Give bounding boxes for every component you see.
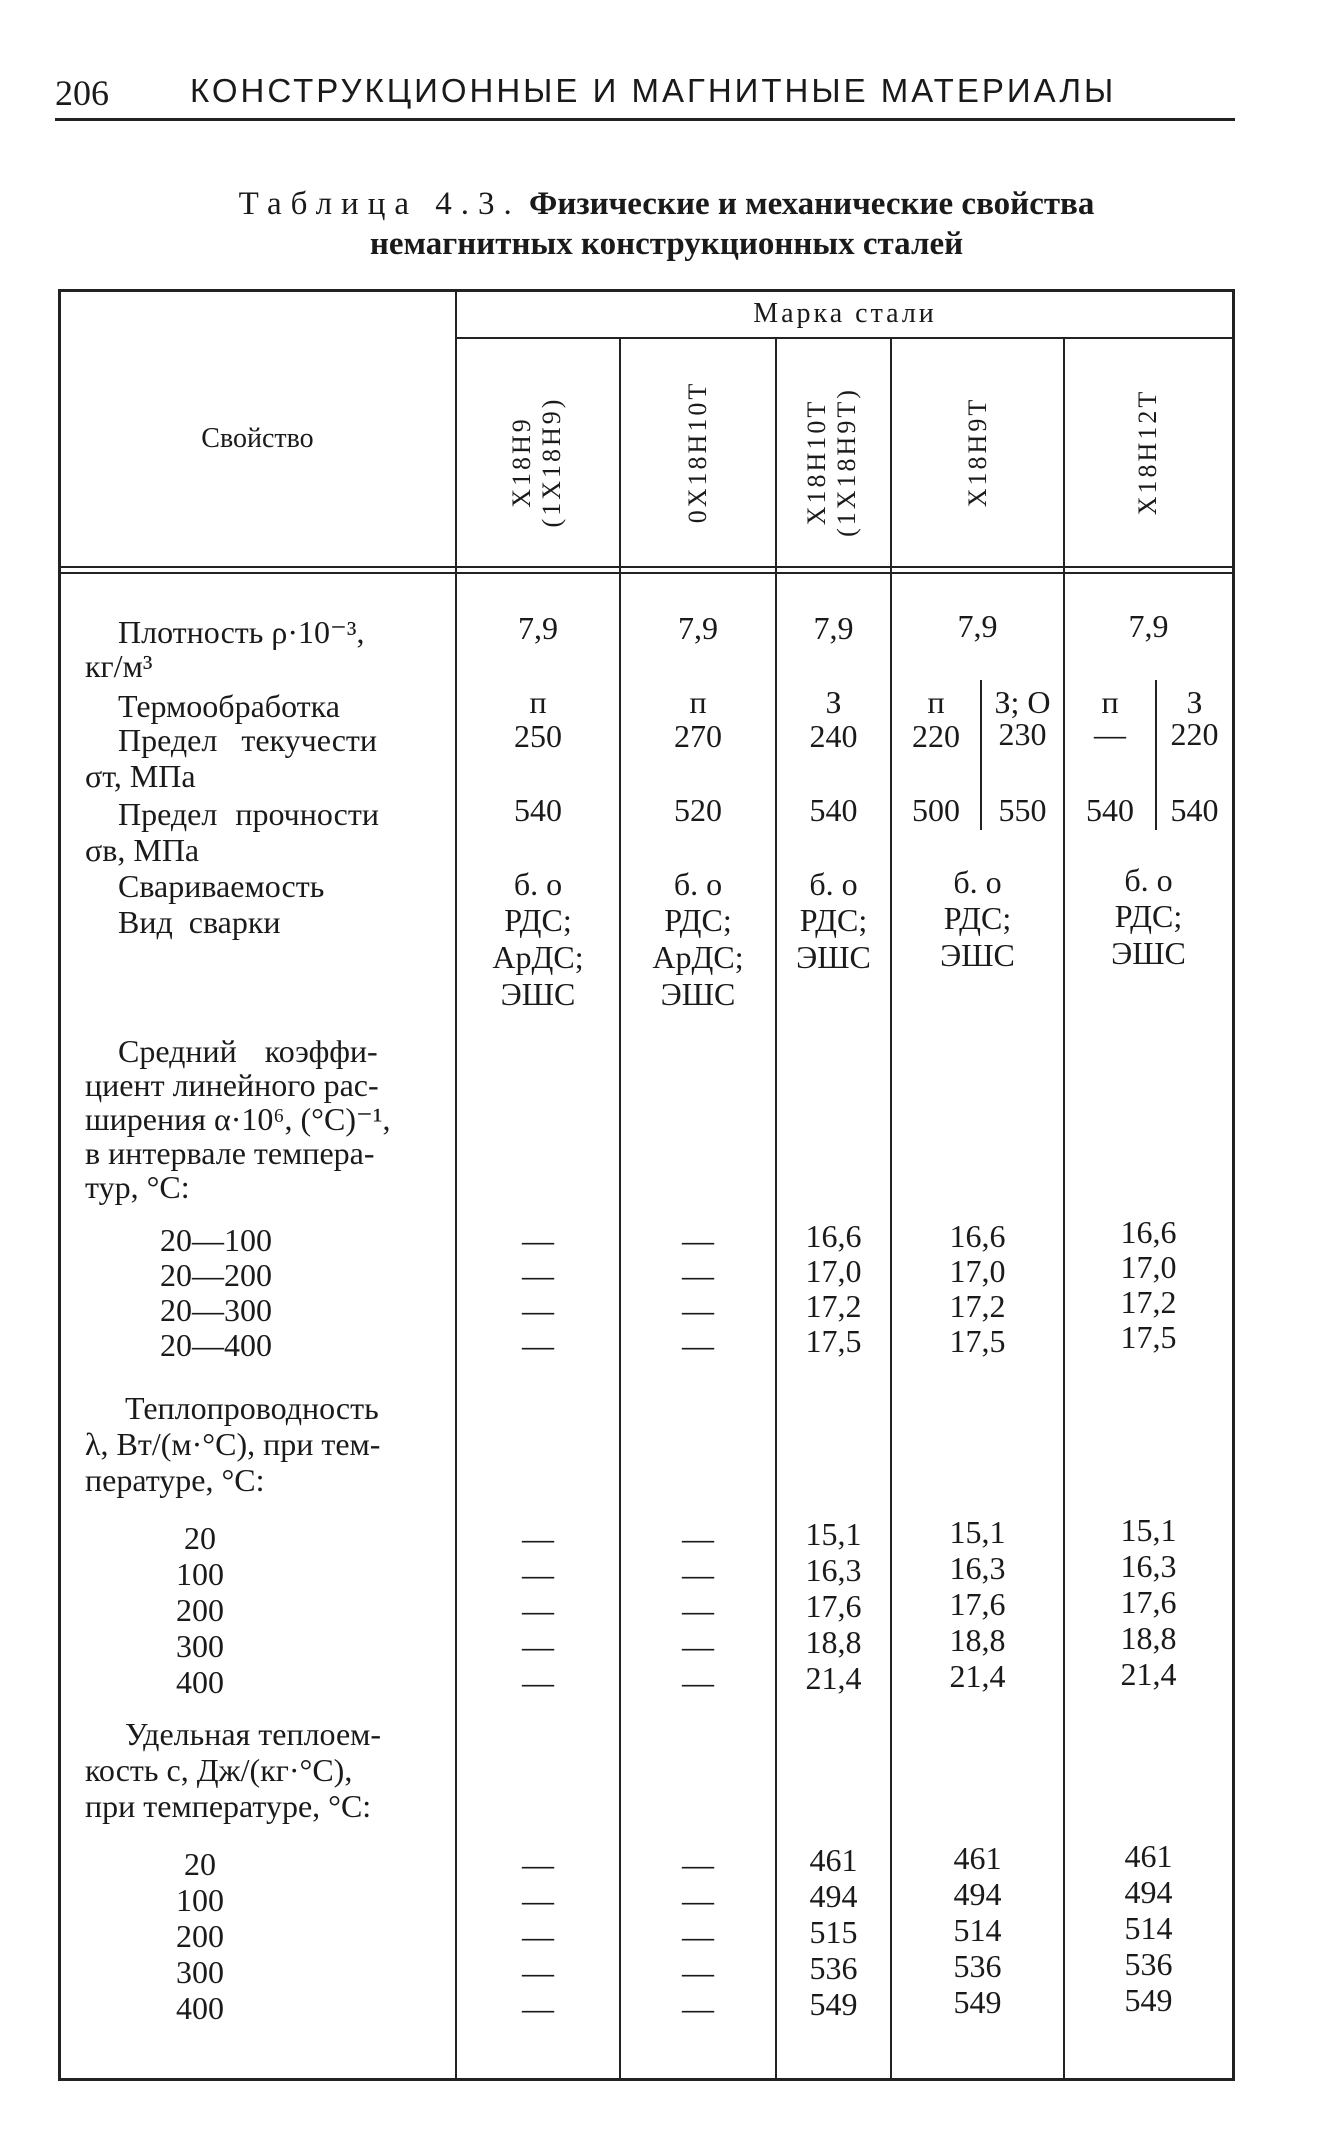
col-rule-4 [890, 338, 892, 2079]
col-rule-1 [455, 289, 457, 2079]
weld-type-line: РДС; [943, 900, 1012, 936]
conductivity-value: — [682, 1520, 714, 1556]
expansion-value: 17,2 [805, 1288, 862, 1324]
weldability-value: б. о [1124, 862, 1173, 898]
expansion-value: 17,0 [1120, 1249, 1177, 1285]
conductivity-value: — [522, 1592, 554, 1628]
section-label-expansion: Средний коэффи- [118, 1033, 378, 1069]
expansion-value: — [522, 1292, 554, 1328]
row-label-tensile-1: Предел прочности [118, 796, 379, 832]
conductivity-temp: 100 [176, 1556, 224, 1592]
expansion-value: 17,2 [1120, 1284, 1177, 1320]
row-label-heat-treatment: Термообработка [118, 688, 340, 724]
expansion-value: 16,6 [805, 1218, 862, 1254]
conductivity-value: 16,3 [1120, 1548, 1177, 1584]
conductivity-value: — [522, 1556, 554, 1592]
section-label-heat-capacity: Удельная теплоем- [125, 1716, 382, 1752]
col-rule-3 [775, 338, 777, 2079]
row-label-weldability: Свариваемость [118, 868, 325, 904]
expansion-value: — [682, 1292, 714, 1328]
weld-type-line: РДС; [799, 902, 868, 938]
density-value: 7,9 [957, 608, 998, 644]
section-label-heat-capacity: кость c, Дж/(кг·°С), [85, 1752, 353, 1788]
expansion-value: 16,6 [1120, 1214, 1177, 1250]
grade-header: Х18Н9 (1Х18Н9) [507, 396, 566, 528]
heat-capacity-value: — [682, 1954, 714, 1990]
conductivity-temp: 200 [176, 1592, 224, 1628]
expansion-value: 17,5 [805, 1323, 862, 1359]
weldability-value: б. о [809, 866, 858, 902]
conductivity-value: 15,1 [1120, 1512, 1177, 1548]
conductivity-temp: 400 [176, 1664, 224, 1700]
yield-value: 240 [809, 718, 858, 754]
conductivity-value: — [522, 1664, 554, 1700]
density-value: 7,9 [678, 610, 718, 646]
table-top-rule [58, 289, 1235, 292]
page-number: 206 [55, 73, 109, 113]
conductivity-temp: 20 [184, 1520, 216, 1556]
tensile-value: 500 [912, 792, 960, 828]
table-caption [0, 186, 1333, 223]
heat-treatment-value: п [689, 684, 707, 720]
group-header-rule [455, 337, 1235, 339]
section-label-conductivity: Теплопроводность [125, 1390, 379, 1426]
heat-capacity-value: 536 [1124, 1946, 1173, 1982]
conductivity-value: 17,6 [1120, 1584, 1177, 1620]
grade-header: 0Х18Н10Т [683, 380, 712, 524]
header-rule [55, 118, 1235, 121]
section-label-conductivity: пературе, °С: [85, 1462, 265, 1498]
heat-capacity-temp: 20 [184, 1846, 216, 1882]
heat-capacity-value: 494 [953, 1876, 1002, 1912]
grade-header: Х18Н9Т [963, 396, 992, 508]
table-left-rule [58, 289, 61, 2081]
conductivity-value: — [682, 1556, 714, 1592]
heat-capacity-value: — [522, 1846, 554, 1882]
weld-type-line: ЭШС [796, 939, 871, 975]
expansion-range: 20—100 [160, 1222, 272, 1258]
conductivity-value: — [522, 1520, 554, 1556]
section-label-expansion: циент линейного рас- [85, 1067, 379, 1103]
heat-capacity-value: 549 [953, 1984, 1002, 2020]
row-label-tensile-2: σв, МПа [85, 832, 200, 868]
expansion-value: — [682, 1257, 714, 1293]
conductivity-value: 21,4 [1120, 1656, 1177, 1692]
col-rule-5 [1063, 338, 1065, 2079]
conductivity-temp: 300 [176, 1628, 224, 1664]
caption-text-line2: немагнитных конструкционных сталей [369, 226, 964, 262]
expansion-range: 20—400 [160, 1327, 272, 1363]
heat-treatment-value: п [1101, 684, 1119, 720]
heat-treatment-value: З; О [994, 684, 1051, 720]
row-label-density-2: кг/м³ [85, 648, 153, 684]
heat-capacity-value: — [682, 1990, 714, 2026]
conductivity-value: 18,8 [949, 1622, 1006, 1658]
header-double-rule-2 [58, 572, 1235, 574]
section-label-conductivity: λ, Вт/(м·°С), при тем- [85, 1426, 381, 1462]
conductivity-value: 21,4 [805, 1660, 862, 1696]
expansion-value: — [522, 1327, 554, 1363]
conductivity-value: 15,1 [805, 1516, 862, 1552]
yield-value: 270 [674, 718, 722, 754]
heat-capacity-value: 514 [953, 1912, 1002, 1948]
heat-capacity-value: 515 [809, 1914, 858, 1950]
weld-type-line: РДС; [664, 902, 732, 938]
heat-capacity-temp: 100 [176, 1882, 224, 1918]
conductivity-value: 17,6 [949, 1586, 1006, 1622]
yield-value: 220 [912, 718, 960, 754]
tensile-value: 520 [674, 792, 722, 828]
expansion-range: 20—300 [160, 1292, 272, 1328]
heat-treatment-value: п [927, 684, 945, 720]
heat-capacity-value: — [682, 1846, 714, 1882]
section-label-expansion: тур, °С: [85, 1169, 190, 1205]
heat-capacity-value: — [682, 1882, 714, 1918]
heat-capacity-value: 514 [1124, 1910, 1173, 1946]
weld-type-value [777, 902, 890, 976]
tensile-value: 540 [1086, 792, 1134, 828]
weld-type-value [1065, 898, 1232, 972]
heat-capacity-value: 461 [953, 1840, 1002, 1876]
weld-type-line: ЭШС [940, 937, 1015, 973]
weld-type-value [457, 902, 619, 1013]
expansion-value: — [682, 1327, 714, 1363]
yield-value: 250 [514, 718, 562, 754]
expansion-value: 16,6 [949, 1218, 1006, 1254]
caption-label: Таблица 4.3. [238, 186, 521, 222]
density-value: 7,9 [1128, 608, 1169, 644]
weld-type-line: АрДС; [652, 939, 744, 975]
section-label-heat-capacity: при температуре, °С: [85, 1788, 372, 1824]
row-label-weld-type: Вид сварки [118, 904, 281, 940]
section-label-expansion: в интервале темпера- [85, 1135, 375, 1171]
grade-header: Х18Н10Т (1Х18Н9Т) [802, 387, 861, 537]
conductivity-value: — [682, 1664, 714, 1700]
header-double-rule-1 [58, 566, 1235, 568]
weld-type-line: РДС; [1114, 898, 1183, 934]
caption-text-line1: Физические и механические свойства [529, 186, 1095, 222]
yield-value: — [1094, 716, 1126, 752]
heat-capacity-value: — [522, 1954, 554, 1990]
weld-type-line: ЭШС [660, 976, 736, 1012]
conductivity-value: — [682, 1592, 714, 1628]
property-header: Свойство [201, 423, 314, 454]
conductivity-value: 18,8 [805, 1624, 862, 1660]
heat-capacity-value: 461 [809, 1842, 858, 1878]
expansion-value: 17,5 [949, 1323, 1006, 1359]
running-title: КОНСТРУКЦИОННЫЕ И МАГНИТНЫЕ МАТЕРИАЛЫ [190, 72, 1117, 109]
row-label-density-1: Плотность ρ·10⁻³, [118, 614, 365, 650]
row-label-yield-2: σт, МПа [85, 758, 196, 794]
expansion-range: 20—200 [160, 1257, 272, 1293]
weldability-value: б. о [953, 864, 1002, 900]
conductivity-value: 16,3 [805, 1552, 862, 1588]
heat-capacity-value: — [522, 1918, 554, 1954]
yield-value: 220 [1170, 716, 1219, 752]
heat-capacity-temp: 200 [176, 1918, 224, 1954]
conductivity-value: 16,3 [949, 1550, 1006, 1586]
heat-capacity-value: 494 [809, 1878, 858, 1914]
density-value: 7,9 [518, 610, 558, 646]
heat-capacity-value: 461 [1124, 1838, 1173, 1874]
heat-capacity-value: — [682, 1918, 714, 1954]
weld-type-line: РДС; [504, 902, 572, 938]
col-rule-2 [619, 338, 621, 2079]
weld-type-line: АрДС; [492, 939, 584, 975]
table-bottom-rule [58, 2078, 1235, 2081]
section-label-expansion: ширения α·10⁶, (°С)⁻¹, [85, 1101, 391, 1137]
expansion-value: 17,0 [805, 1253, 862, 1289]
heat-capacity-value: 549 [809, 1986, 858, 2022]
expansion-value: — [522, 1222, 554, 1258]
heat-capacity-value: 494 [1124, 1874, 1173, 1910]
heat-treatment-value: п [529, 684, 547, 720]
heat-capacity-value: — [522, 1990, 554, 2026]
weld-type-value [892, 900, 1063, 974]
conductivity-value: 21,4 [949, 1658, 1006, 1694]
heat-capacity-temp: 300 [176, 1954, 224, 1990]
heat-capacity-value: 536 [809, 1950, 858, 1986]
expansion-value: — [522, 1257, 554, 1293]
tensile-value: 540 [809, 792, 858, 828]
weld-type-line: ЭШС [500, 976, 576, 1012]
tensile-value: 550 [998, 792, 1047, 828]
heat-capacity-temp: 400 [176, 1990, 224, 2026]
weld-type-value [621, 902, 775, 1013]
expansion-value: — [682, 1222, 714, 1258]
group-header: Марка стали [753, 298, 937, 329]
heat-capacity-value: 549 [1124, 1982, 1173, 2018]
conductivity-value: 18,8 [1120, 1620, 1177, 1656]
expansion-value: 17,5 [1120, 1319, 1177, 1355]
yield-value: 230 [998, 716, 1047, 752]
grade-header: Х18Н12Т [1133, 388, 1162, 516]
expansion-value: 17,2 [949, 1288, 1006, 1324]
conductivity-value: — [682, 1628, 714, 1664]
tensile-value: 540 [514, 792, 562, 828]
heat-capacity-value: — [522, 1882, 554, 1918]
conductivity-value: 17,6 [805, 1588, 862, 1624]
expansion-value: 17,0 [949, 1253, 1006, 1289]
conductivity-value: — [522, 1628, 554, 1664]
conductivity-value: 15,1 [949, 1514, 1006, 1550]
heat-treatment-value: З [1186, 684, 1203, 720]
heat-treatment-value: З [825, 684, 842, 720]
row-label-yield-1: Предел текучести [118, 722, 378, 758]
tensile-value: 540 [1170, 792, 1219, 828]
table-right-rule [1232, 289, 1235, 2081]
weld-type-line: ЭШС [1111, 935, 1186, 971]
density-value: 7,9 [813, 610, 854, 646]
weldability-value: б. о [513, 866, 563, 902]
weldability-value: б. о [673, 866, 723, 902]
heat-capacity-value: 536 [953, 1948, 1002, 1984]
